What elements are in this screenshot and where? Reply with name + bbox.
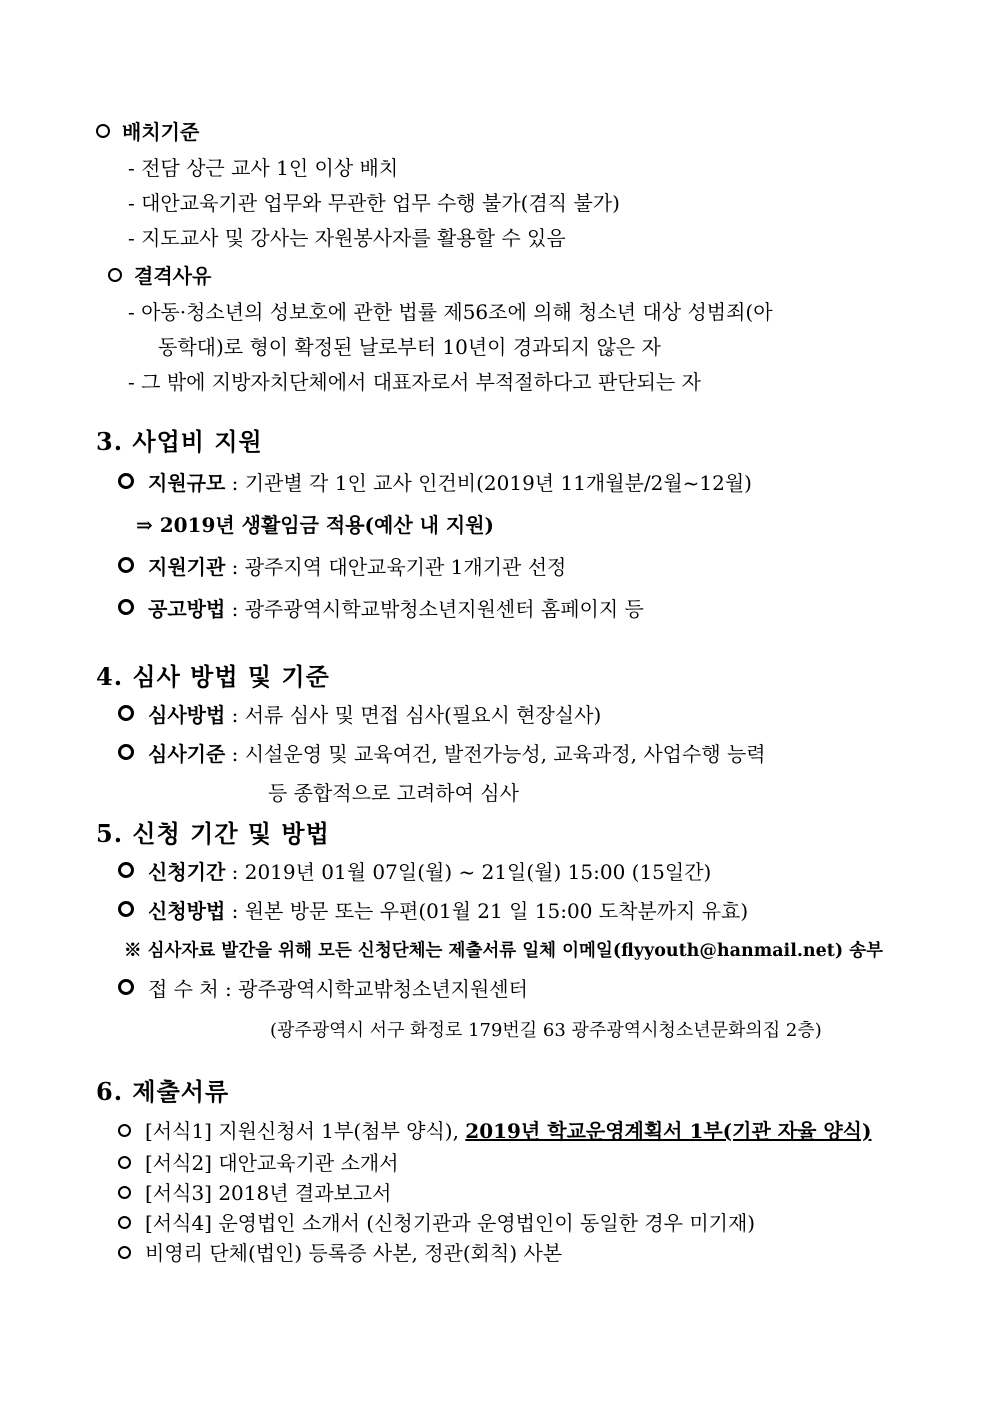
doc-item: 비영리 단체(법인) 등록증 사본, 정관(회칙) 사본 xyxy=(118,1240,562,1266)
circle-bullet-icon xyxy=(118,979,134,995)
doc-item: [서식3] 2018년 결과보고서 xyxy=(118,1180,392,1206)
circle-bullet-icon xyxy=(118,1216,131,1229)
circle-bullet-icon xyxy=(118,901,134,917)
circle-bullet-icon xyxy=(118,557,134,573)
circle-bullet-icon xyxy=(108,268,122,282)
circle-bullet-icon xyxy=(118,1124,131,1137)
placement-title: 배치기준 xyxy=(96,119,199,145)
doc-item: [서식4] 운영법인 소개서 (신청기관과 운영법인이 동일한 경우 미기재) xyxy=(118,1210,755,1236)
circle-bullet-icon xyxy=(118,1156,131,1169)
circle-bullet-icon xyxy=(118,1246,131,1259)
disqualify-item: - 아동·청소년의 성보호에 관한 법률 제56조에 의해 청소년 대상 성범죄(아 xyxy=(128,300,773,324)
disqualify-item-cont: 동학대)로 형이 확정된 날로부터 10년이 경과되지 않은 자 xyxy=(158,335,661,359)
disqualify-item: - 그 밖에 지방자치단체에서 대표자로서 부적절하다고 판단되는 자 xyxy=(128,370,701,394)
reception: 접 수 처 : 광주광역시학교밖청소년지원센터 xyxy=(118,976,528,1002)
section-3-heading: 3. 사업비 지원 xyxy=(96,427,263,456)
disqualify-title: 결격사유 xyxy=(108,263,211,289)
notice-method: 공고방법 : 광주광역시학교밖청소년지원센터 홈페이지 등 xyxy=(118,596,644,622)
placement-item: - 대안교육기관 업무와 무관한 업무 수행 불가(겸직 불가) xyxy=(128,191,620,215)
support-scale: 지원규모 : 기관별 각 1인 교사 인건비(2019년 11개월분/2월~12월) xyxy=(118,470,752,496)
circle-bullet-icon xyxy=(118,1186,131,1199)
circle-bullet-icon xyxy=(96,124,110,138)
circle-bullet-icon xyxy=(118,599,134,615)
doc-item: [서식2] 대안교육기관 소개서 xyxy=(118,1150,399,1176)
circle-bullet-icon xyxy=(118,705,134,721)
support-org: 지원기관 : 광주지역 대안교육기관 1개기관 선정 xyxy=(118,554,566,580)
section-4-heading: 4. 심사 방법 및 기준 xyxy=(96,662,330,691)
review-criteria-cont: 등 종합적으로 고려하여 심사 xyxy=(268,781,519,805)
section-6-heading: 6. 제출서류 xyxy=(96,1077,230,1106)
wage-note: ⇒ 2019년 생활임금 적용(예산 내 지원) xyxy=(136,513,495,537)
circle-bullet-icon xyxy=(118,744,134,760)
apply-period: 신청기간 : 2019년 01월 07일(월) ~ 21일(월) 15:00 (15일간) xyxy=(118,859,711,885)
section-5-heading: 5. 신청 기간 및 방법 xyxy=(96,819,330,848)
reception-address: (광주광역시 서구 화정로 179번길 63 광주광역시청소년문화의집 2층) xyxy=(270,1020,822,1041)
review-method: 심사방법 : 서류 심사 및 면접 심사(필요시 현장실사) xyxy=(118,702,601,728)
apply-method: 신청방법 : 원본 방문 또는 우편(01월 21 일 15:00 도착분까지 유효) xyxy=(118,898,748,924)
placement-item: - 전담 상근 교사 1인 이상 배치 xyxy=(128,156,399,180)
email-note: ※ 심사자료 발간을 위해 모든 신청단체는 제출서류 일체 이메일(flyyouth@hanmail.net) 송부 xyxy=(124,941,884,961)
placement-item: - 지도교사 및 강사는 자원봉사자를 활용할 수 있음 xyxy=(128,226,566,250)
review-criteria: 심사기준 : 시설운영 및 교육여건, 발전가능성, 교육과정, 사업수행 능력 xyxy=(118,741,766,767)
circle-bullet-icon xyxy=(118,862,134,878)
doc-item: [서식1] 지원신청서 1부(첨부 양식), 2019년 학교운영계획서 1부(기관 자율 양식) xyxy=(118,1118,871,1144)
circle-bullet-icon xyxy=(118,473,134,489)
